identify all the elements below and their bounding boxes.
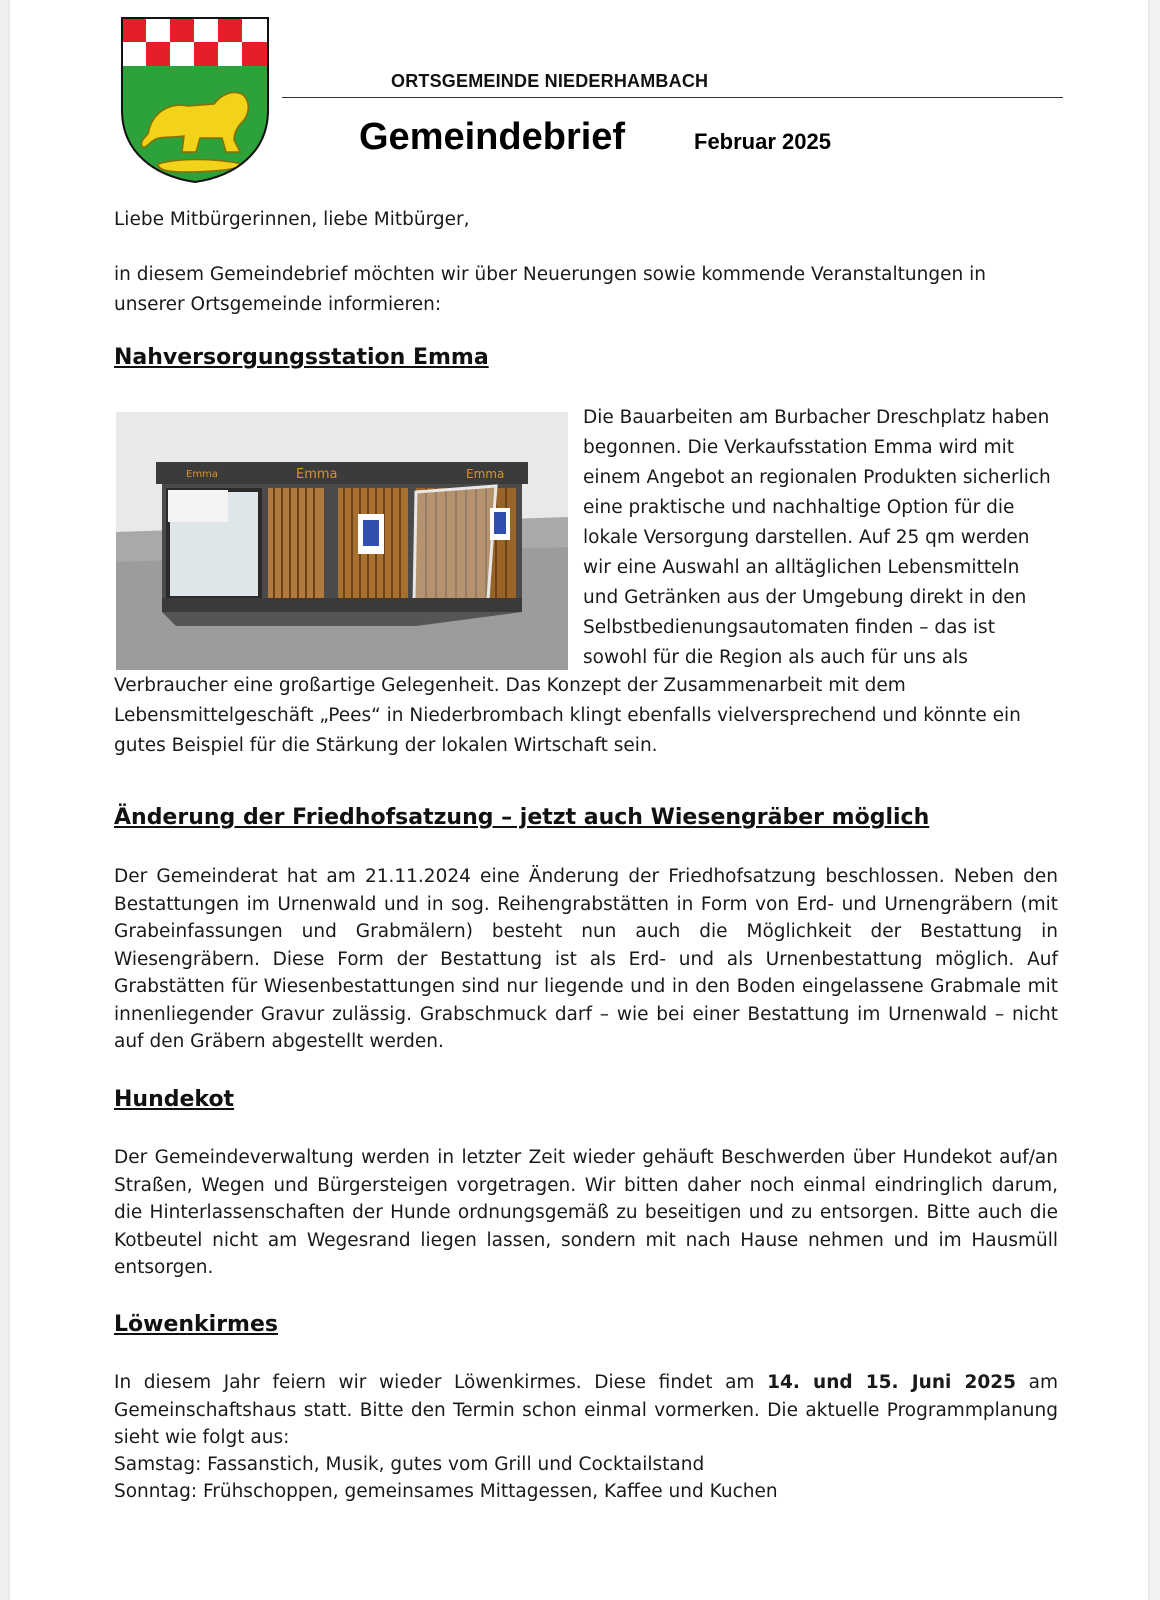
emma-continued-text: Verbraucher eine großartige Gelegenheit. Das Konzept der Zusammenarbeit mit dem Lebensmittelgeschäft „Pees“ in Niederbrombach klingt ebenfalls vielversprechend und könnte ein gutes Beispiel für die Stärkung der lokalen Wirtschaft sein. bbox=[114, 675, 1021, 756]
intro-text: in diesem Gemeindebrief möchten wir über Neuerungen sowie kommende Veranstaltungen in unserer Ortsgemeinde informieren: bbox=[114, 264, 986, 315]
kirmes-text-pre: In diesem Jahr feiern wir wieder Löwenkirmes. Diese findet am bbox=[114, 1372, 755, 1393]
issue-date: Februar 2025 bbox=[694, 129, 831, 154]
kirmes-date: 14. und 15. Juni 2025 bbox=[767, 1372, 1017, 1393]
emma-side-text: Die Bauarbeiten am Burbacher Dreschplatz haben begonnen. Die Verkaufsstation Emma wird mit einem Angebot an regionalen Produkten sicherlich eine praktische und nachhaltige Option für die lokale Versorgung darstellen. Auf 25 qm werden wir eine Auswahl an alltäglichen Lebensmitteln und Getränken aus der Umgebung direkt in den Selbstbedienungsautomaten finden – das ist sowohl für die Region als auch für uns als bbox=[583, 407, 1051, 668]
greeting: Liebe Mitbürgerinnen, liebe Mitbürger, bbox=[114, 209, 470, 230]
coat-of-arms-logo bbox=[118, 14, 272, 186]
heading-friedhof: Änderung der Friedhofsatzung – jetzt auch Wiesengräber möglich bbox=[114, 805, 930, 830]
svg-text:Emma: Emma bbox=[186, 469, 218, 480]
emma-side-text-block bbox=[583, 403, 1059, 673]
hundekot-text: Der Gemeindeverwaltung werden in letzter Zeit wieder gehäuft Beschwerden über Hundekot auf/an Straßen, Wegen und Bürgersteigen vorgetragen. Wir bitten daher noch einmal eindringlich darum, die Hinterlassenschaften der Hunde ordnungsgemäß zu beseitigen und zu entsorgen. Bitte auch die Kotbeutel nicht am Wegesrand liegen lassen, sondern mit nach Hause nehmen und im Hausmüll entsorgen. bbox=[114, 1147, 1058, 1278]
header-rule bbox=[282, 97, 1063, 98]
emma-sign-text: Emma bbox=[296, 467, 338, 482]
org-name: ORTSGEMEINDE NIEDERHAMBACH bbox=[391, 71, 709, 91]
kirmes-text bbox=[114, 1369, 1058, 1452]
friedhof-text: Der Gemeinderat hat am 21.11.2024 eine Änderung der Friedhofsatzung beschlossen. Neben den Bestattungen im Urnenwald und in sog. Reihengrabstätten in Form von Erd- und Urnengräbern (mit Grabeinfassungen und Grabmälern) besteht nun auch die Möglichkeit der Bestattung in Wiesengräbern. Diese Form der Bestattung ist als Erd- und als Urnenbestattung möglich. Auf Grabstätten für Wiesenbestattungen sind nur liegende und in den Boden eingelassene Grabmale mit innenliegender Gravur zulässig. Grabschmuck darf – wie bei einer Bestattung im Urnenwald – nicht auf den Gräbern abgestellt werden. bbox=[114, 866, 1058, 1052]
heading-hundekot: Hundekot bbox=[114, 1087, 235, 1112]
kirmes-text-post: am Gemeinschaftshaus statt. Bitte den Termin schon einmal vormerken. Die aktuelle Programmplanung sieht wie folgt aus: bbox=[114, 1372, 1059, 1448]
page-title: Gemeindebrief bbox=[359, 116, 626, 158]
heading-emma: Nahversorgungsstation Emma bbox=[114, 345, 489, 370]
emma-station-image bbox=[116, 412, 568, 670]
svg-text:Emma: Emma bbox=[466, 467, 505, 481]
kirmes-sonntag: Sonntag: Frühschoppen, gemeinsames Mittagessen, Kaffee und Kuchen bbox=[114, 1481, 778, 1502]
newsletter-page bbox=[10, 0, 1148, 1600]
kirmes-samstag: Samstag: Fassanstich, Musik, gutes vom Grill und Cocktailstand bbox=[114, 1454, 705, 1475]
heading-kirmes: Löwenkirmes bbox=[114, 1312, 279, 1337]
